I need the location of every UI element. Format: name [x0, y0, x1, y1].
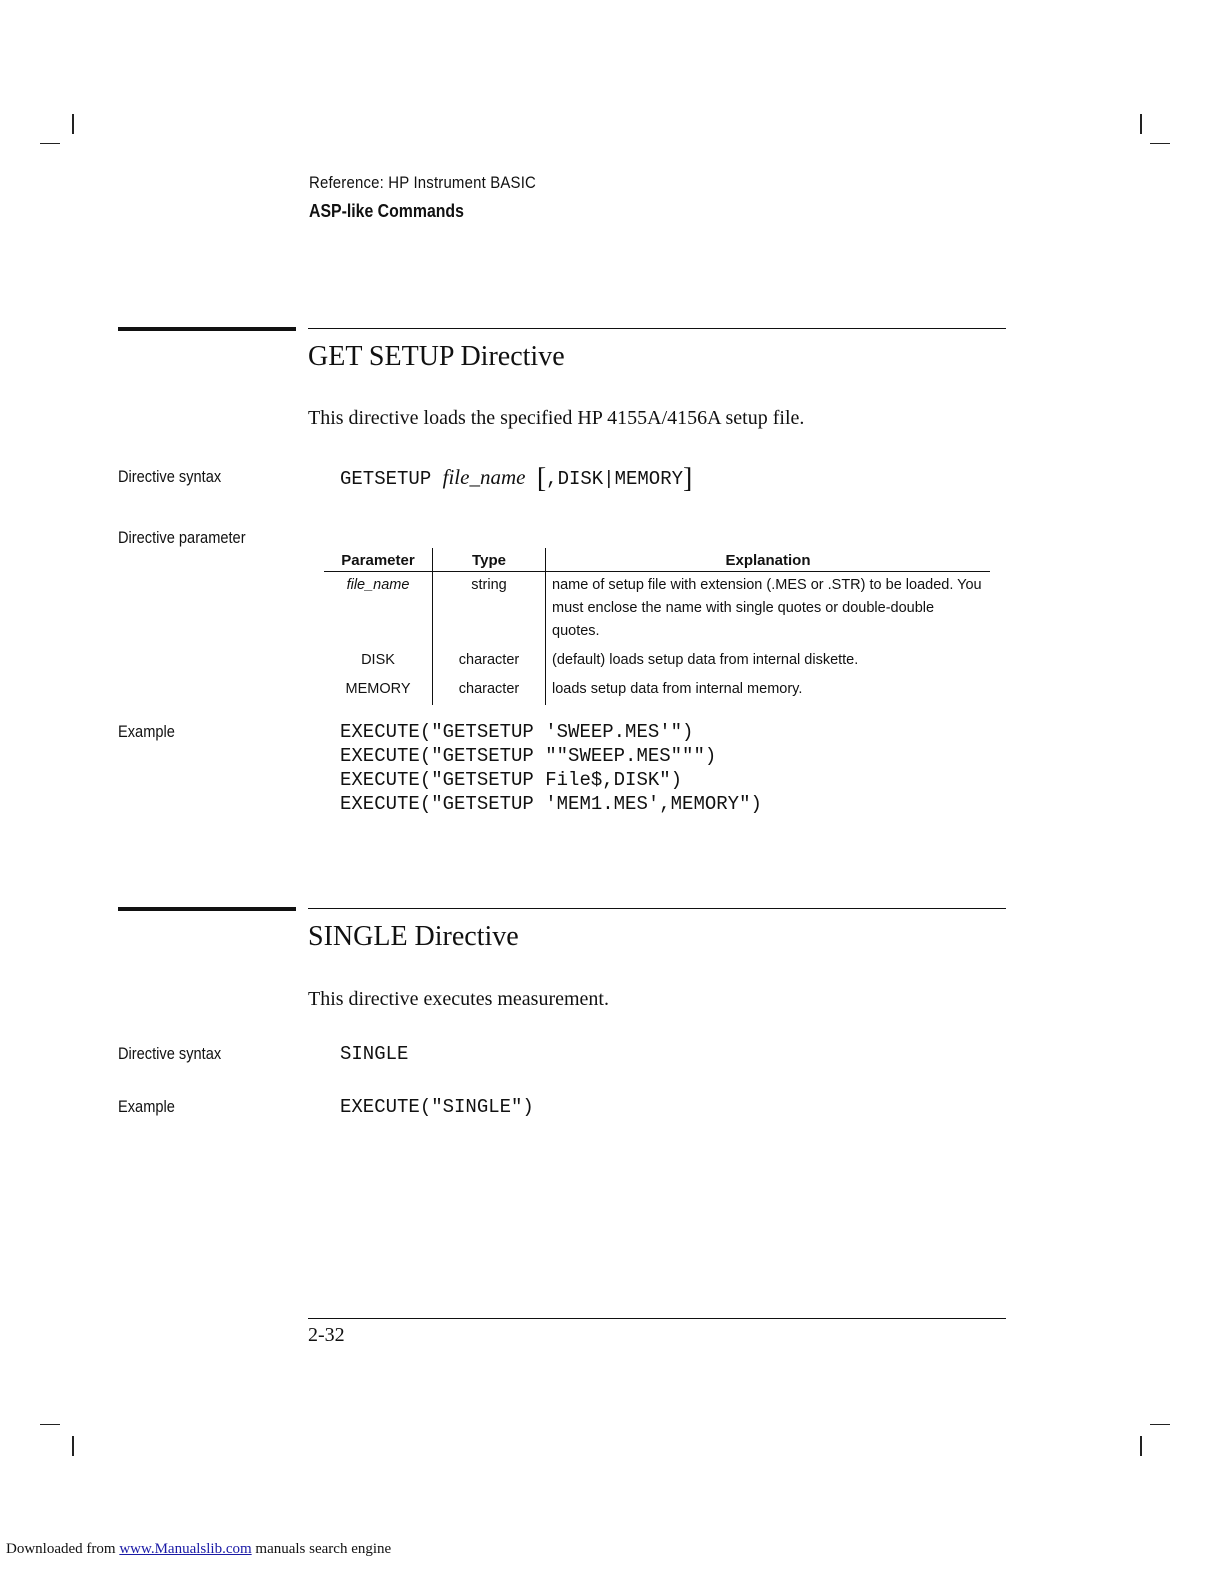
download-footer — [6, 1541, 391, 1558]
table-cell-type: string — [433, 572, 546, 648]
code-line: EXECUTE("SINGLE") — [340, 1096, 534, 1118]
crop-mark — [72, 114, 74, 134]
table-row — [324, 647, 990, 676]
single-syntax-label: Directive syntax — [118, 1044, 222, 1063]
table-header: Type — [433, 548, 546, 572]
table-header-row — [324, 548, 990, 572]
footer-rule — [308, 1318, 1006, 1319]
single-syntax: SINGLE — [340, 1043, 409, 1065]
getsetup-syntax — [340, 463, 692, 495]
table-header: Parameter — [324, 548, 433, 572]
table-cell-explanation: (default) loads setup data from internal diskette. — [552, 652, 859, 668]
syntax-options: ,DISK|MEMORY — [546, 468, 683, 490]
getsetup-description: This directive loads the specified HP 4155A/4156A setup file. — [308, 407, 805, 429]
table-row — [324, 676, 990, 705]
getsetup-title: GET SETUP Directive — [308, 341, 565, 372]
crop-mark — [1150, 143, 1170, 144]
manualslib-link[interactable]: www.Manualslib.com — [119, 1541, 252, 1557]
section-rule-thin — [308, 908, 1006, 909]
table-row — [324, 572, 990, 648]
table-cell-explanation: name of setup file with extension (.MES or .STR) to be loaded. You must enclose the name with single quotes or double-double quotes. — [552, 577, 982, 639]
running-header-section: ASP-like Commands — [309, 201, 464, 221]
table-cell-type: character — [433, 647, 546, 676]
getsetup-example-label: Example — [118, 722, 175, 741]
running-header-reference: Reference: HP Instrument BASIC — [309, 173, 537, 192]
section-rule-thick — [118, 907, 296, 911]
syntax-bracket-close: ] — [683, 463, 693, 494]
crop-mark — [1150, 1424, 1170, 1425]
getsetup-syntax-label: Directive syntax — [118, 467, 222, 486]
crop-mark — [40, 1424, 60, 1425]
section-rule-thick — [118, 327, 296, 331]
code-line: EXECUTE("GETSETUP File$,DISK") — [340, 769, 683, 791]
table-header: Explanation — [546, 548, 991, 572]
single-title: SINGLE Directive — [308, 921, 519, 952]
code-line: EXECUTE("GETSETUP ""SWEEP.MES""") — [340, 745, 717, 767]
code-line: EXECUTE("GETSETUP 'SWEEP.MES'") — [340, 721, 694, 743]
section-rule-thin — [308, 328, 1006, 329]
single-description: This directive executes measurement. — [308, 988, 609, 1010]
table-cell-explanation: loads setup data from internal memory. — [552, 681, 803, 697]
page-number: 2-32 — [308, 1324, 345, 1346]
footer-prefix: Downloaded from — [6, 1541, 120, 1557]
syntax-keyword: GETSETUP — [340, 468, 432, 490]
crop-mark — [1140, 114, 1142, 134]
syntax-bracket-open: [ — [536, 463, 547, 494]
table-cell-type: character — [433, 676, 546, 705]
table-cell-parameter: DISK — [324, 647, 433, 676]
getsetup-parameter-label: Directive parameter — [118, 528, 246, 547]
table-cell-parameter: file_name — [324, 572, 433, 648]
crop-mark — [40, 143, 60, 144]
footer-suffix: manuals search engine — [251, 1541, 392, 1557]
parameter-table — [324, 548, 990, 705]
single-example-label: Example — [118, 1097, 175, 1116]
table-cell-parameter: MEMORY — [324, 676, 433, 705]
crop-mark — [72, 1436, 74, 1456]
syntax-param: file_name — [442, 465, 526, 489]
code-line: EXECUTE("GETSETUP 'MEM1.MES',MEMORY") — [340, 793, 762, 815]
crop-mark — [1140, 1436, 1142, 1456]
